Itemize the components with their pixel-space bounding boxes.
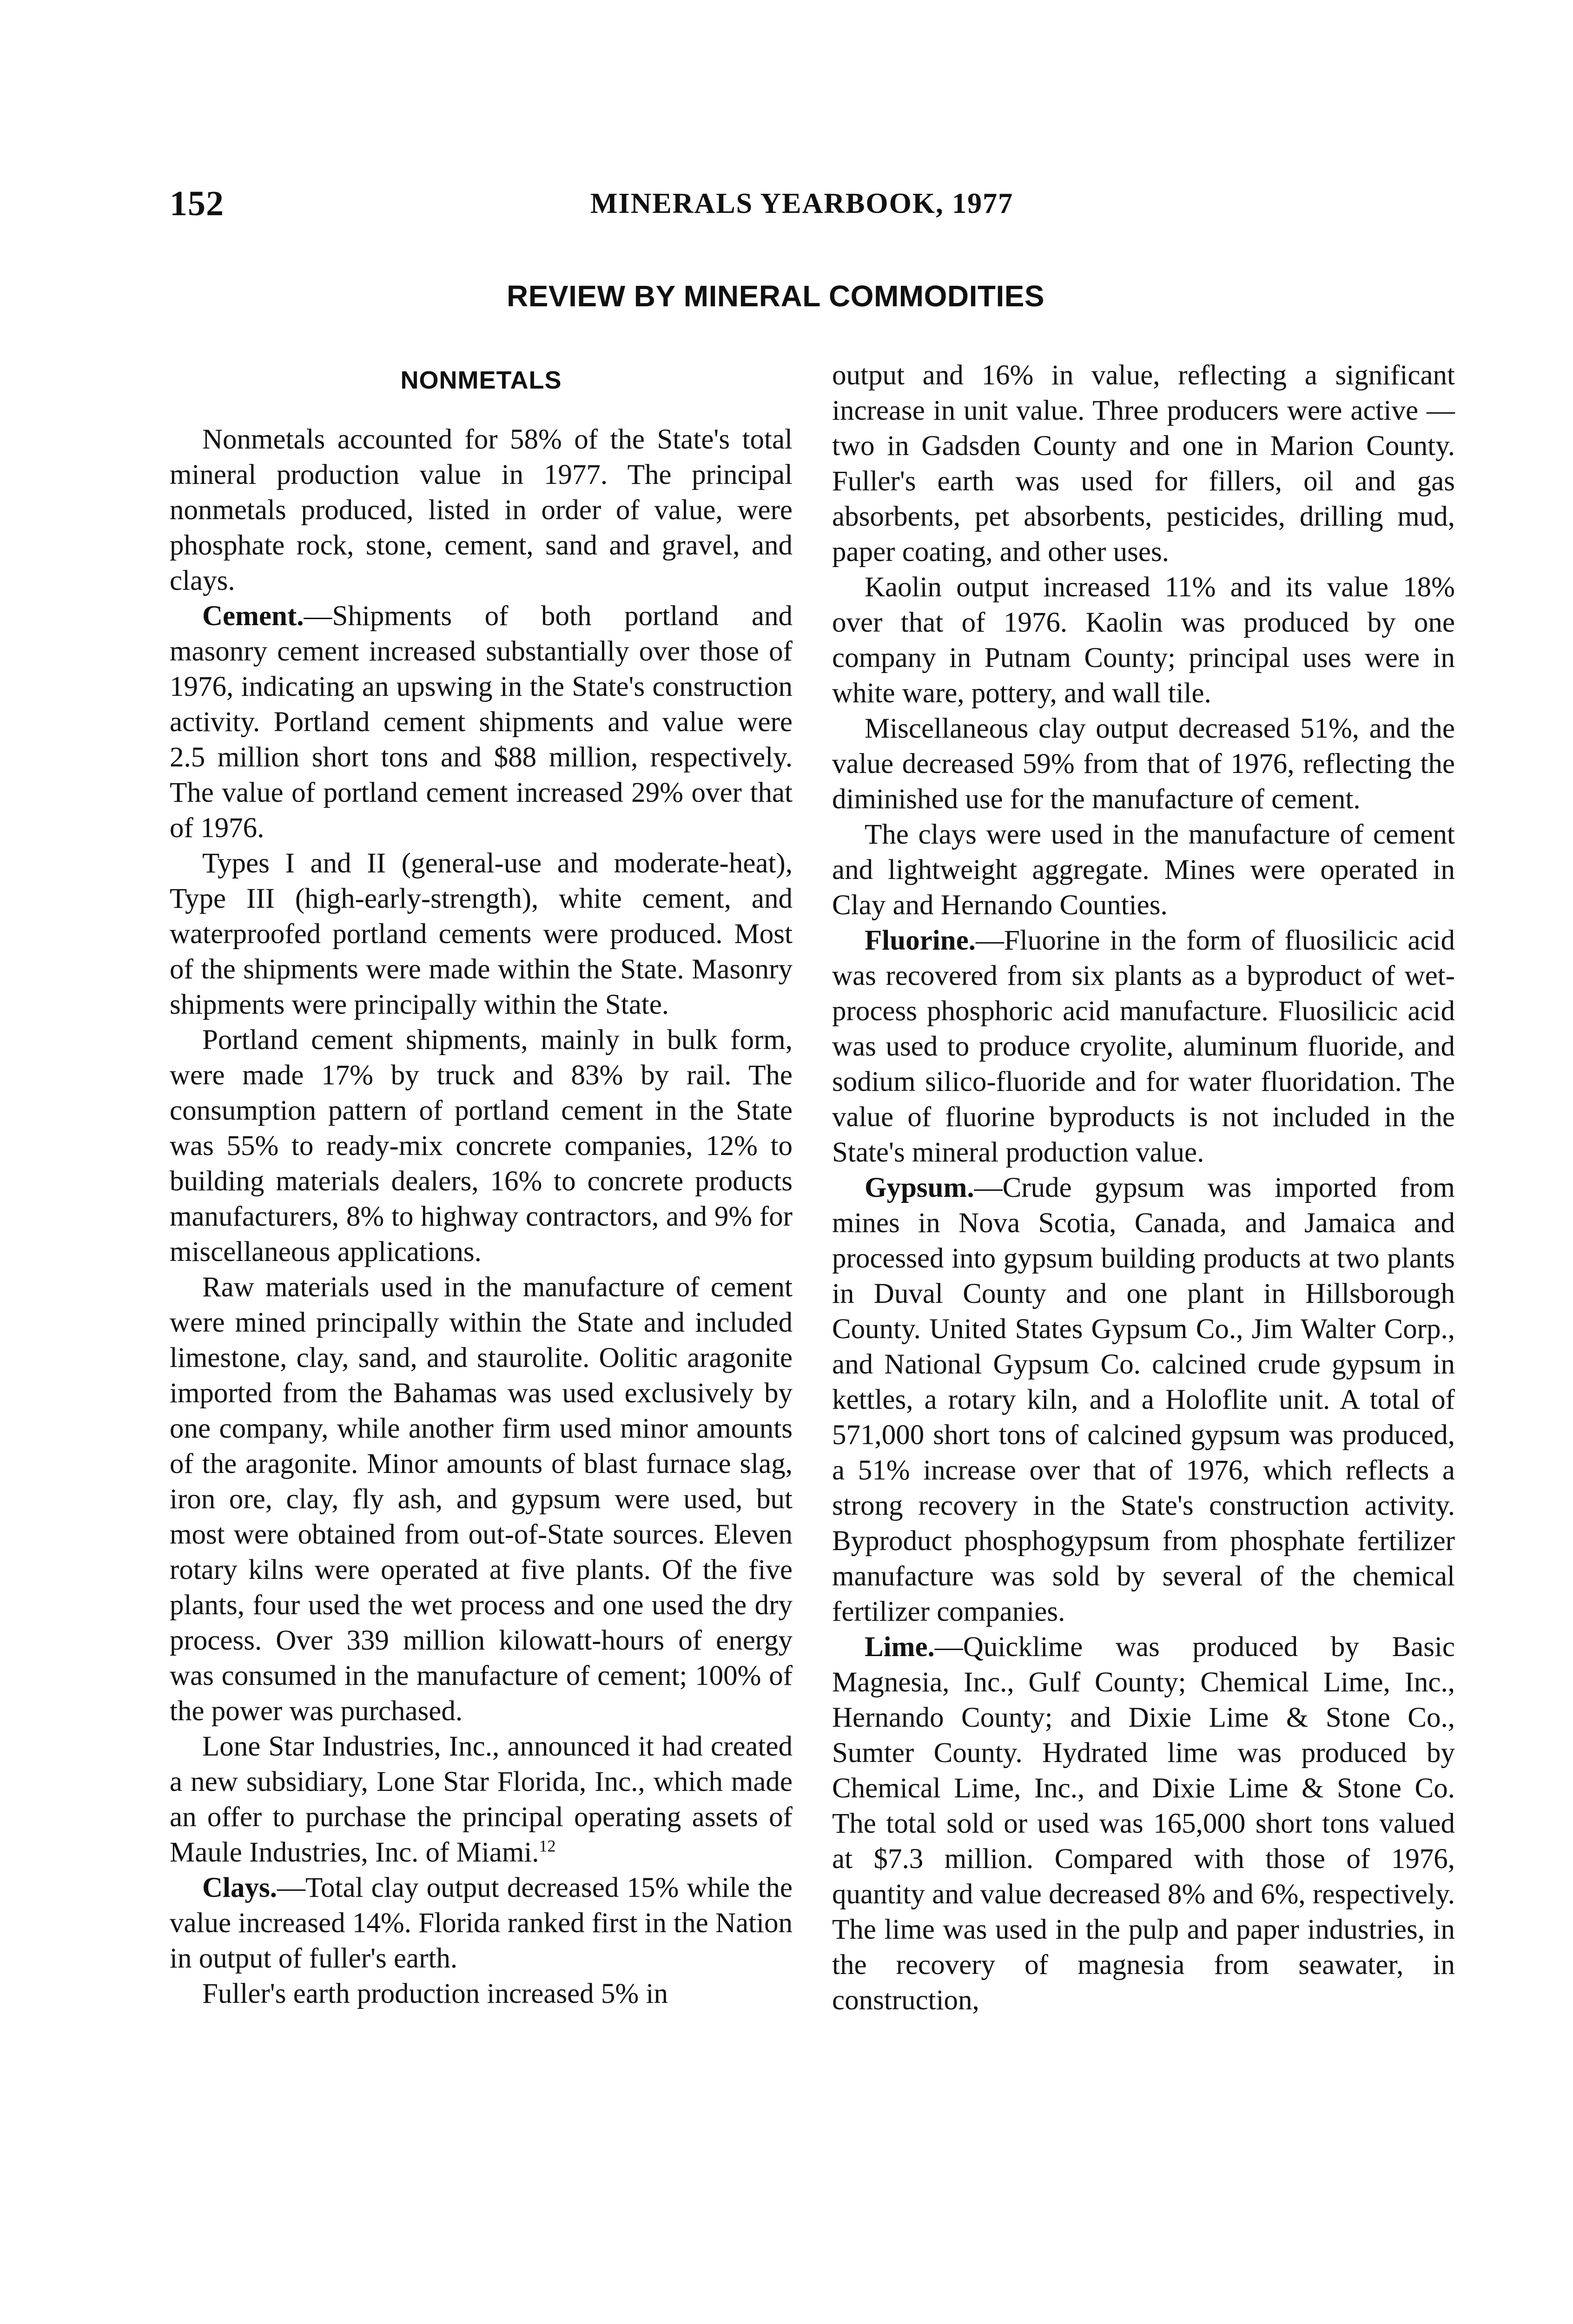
cement-text: —Shipments of both portland and masonry cement increased substantially over those of 1976, indicating an upswing in the State's construction activity. Portland cement shipments and value were 2.5 million short tons and $88 million, respectively. The value of portland cement increased 29% over that of 1976.	[170, 601, 793, 844]
section-title: REVIEW BY MINERAL COMMODITIES	[507, 279, 1045, 313]
lime-lead: Lime.	[865, 1631, 935, 1663]
clays-paragraph	[170, 1870, 793, 1976]
footnote-ref-12: 12	[539, 1836, 556, 1855]
lone-star-text: Lone Star Industries, Inc., announced it had created a new subsidiary, Lone Star Florida, Inc., which made an offer to purchase the principal operating assets of Maule Industries, Inc. of Miami.	[170, 1731, 793, 1868]
gypsum-lead: Gypsum.	[865, 1172, 974, 1203]
misc-clay-paragraph: Miscellaneous clay output decreased 51%, and the value decreased 59% from that of 1976, reflecting the diminished use for the manufacture of cement.	[832, 713, 1455, 815]
gypsum-paragraph	[832, 1170, 1455, 1630]
right-column	[832, 358, 1455, 2018]
cement-paragraph	[170, 599, 793, 846]
left-column	[170, 353, 793, 2012]
nonmetals-heading: NONMETALS	[400, 366, 562, 394]
cement-types-paragraph: Types I and II (general-use and moderate-heat), Type III (high-early-strength), white cement, and waterproofed portland cements were produced. Most of the shipments were made within the State. Masonry shipments were principally within the State.	[170, 848, 793, 1020]
clays-lead: Clays.	[202, 1872, 277, 1903]
running-title: MINERALS YEARBOOK, 1977	[590, 188, 1014, 219]
cement-shipments-paragraph: Portland cement shipments, mainly in bulk form, were made 17% by truck and 83% by rail. The consumption pattern of portland cement in the State was 55% to ready-mix concrete companies, 12% to building materials dealers, 16% to concrete products manufacturers, 8% to highway contractors, and 9% for miscellaneous applications.	[170, 1024, 793, 1268]
lime-text: —Quicklime was produced by Basic Magnesia, Inc., Gulf County; Chemical Lime, Inc., Hernando County; and Dixie Lime & Stone Co., Sumter County. Hydrated lime was produced by Chemical Lime, Inc., and Dixie Lime & Stone Co. The total sold or used was 165,000 short tons valued at $7.3 million. Compared with those of 1976, quantity and value decreased 8% and 6%, respectively. The lime was used in the pulp and paper industries, in the recovery of magnesia from seawater, in construction,	[832, 1631, 1455, 2016]
fluorine-paragraph	[832, 923, 1455, 1170]
fluorine-lead: Fluorine.	[865, 925, 976, 956]
nonmetals-intro-paragraph: Nonmetals accounted for 58% of the State's total mineral production value in 1977. The principal nonmetals produced, listed in order of value, were phosphate rock, stone, cement, sand and gravel, and clays.	[170, 424, 793, 596]
cement-raw-materials-paragraph: Raw materials used in the manufacture of cement were mined principally within the State and included limestone, clay, sand, and staurolite. Oolitic aragonite imported from the Bahamas was used exclusively by one company, while another firm used minor amounts of the aragonite. Minor amounts of blast furnace slag, iron ore, clay, fly ash, and gypsum were used, but most were obtained from out-of-State sources. Eleven rotary kilns were operated at five plants. Of the five plants, four used the wet process and one used the dry process. Over 339 million kilowatt-hours of energy was consumed in the manufacture of cement; 100% of the power was purchased.	[170, 1272, 793, 1727]
lime-paragraph	[832, 1630, 1455, 2018]
lone-star-paragraph	[170, 1729, 793, 1870]
page-number: 152	[170, 184, 224, 223]
fullers-earth-paragraph-continued: output and 16% in value, reflecting a significant increase in unit value. Three producers were active — two in Gadsden County and one in Marion County. Fuller's earth was used for fillers, oil and gas absorbents, pet absorbents, pesticides, drilling mud, paper coating, and other uses.	[832, 360, 1455, 568]
kaolin-paragraph: Kaolin output increased 11% and its value 18% over that of 1976. Kaolin was produced by one company in Putnam County; principal uses were in white ware, pottery, and wall tile.	[832, 572, 1455, 709]
page-header	[170, 184, 1457, 230]
fullers-earth-paragraph-start: Fuller's earth production increased 5% in	[202, 1978, 668, 2009]
cement-lead: Cement.	[202, 601, 304, 632]
gypsum-text: —Crude gypsum was imported from mines in Nova Scotia, Canada, and Jamaica and processed into gypsum building products at two plants in Duval County and one plant in Hillsborough County. United States Gypsum Co., Jim Walter Corp., and National Gypsum Co. calcined crude gypsum in kettles, a rotary kiln, and a Holoflite unit. A total of 571,000 short tons of calcined gypsum was produced, a 51% increase over that of 1976, which reflects a strong recovery in the State's construction activity. Byproduct phosphogypsum from phosphate fertilizer manufacture was sold by several of the chemical fertilizer companies.	[832, 1172, 1455, 1627]
clay-uses-paragraph: The clays were used in the manufacture of cement and lightweight aggregate. Mines were operated in Clay and Hernando Counties.	[832, 819, 1455, 921]
clays-text: —Total clay output decreased 15% while the value increased 14%. Florida ranked first in the Nation in output of fuller's earth.	[170, 1872, 793, 1974]
fluorine-text: —Fluorine in the form of fluosilicic acid was recovered from six plants as a byproduct of wet-process phosphoric acid manufacture. Fluosilicic acid was used to produce cryolite, aluminum fluoride, and sodium silico-fluoride and for water fluoridation. The value of fluorine byproducts is not included in the State's mineral production value.	[832, 925, 1455, 1168]
